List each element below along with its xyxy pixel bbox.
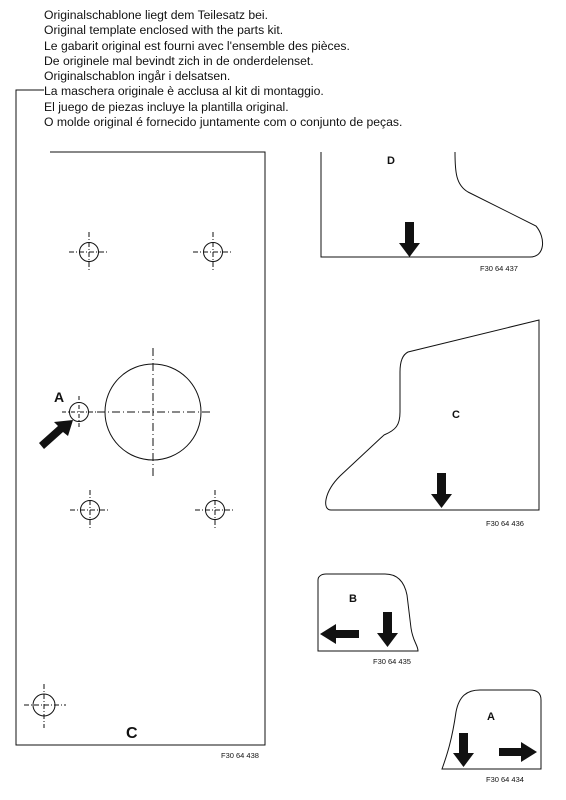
template-c xyxy=(326,320,539,528)
hole-bottom-left xyxy=(70,490,110,530)
note-en: Original template enclosed with the parts kit. xyxy=(44,23,284,38)
down-arrow-icon xyxy=(399,222,420,257)
down-arrow-icon xyxy=(453,733,474,767)
pointer-arrow-icon xyxy=(39,420,73,449)
hole-center-large xyxy=(97,348,211,478)
note-de: Originalschablone liegt dem Teilesatz bei. xyxy=(44,8,269,22)
template-c-label: C xyxy=(452,409,460,421)
right-arrow-icon xyxy=(499,742,537,762)
template-b-code: F30 64 435 xyxy=(373,657,411,666)
template-d xyxy=(321,152,543,273)
template-c-code: F30 64 436 xyxy=(486,519,524,528)
note-it: La maschera originale è acclusa al kit di montaggio. xyxy=(44,84,324,99)
note-fr: Le gabarit original est fourni avec l'ensemble des pièces. xyxy=(44,38,350,53)
note-nl: De originele mal bevindt zich in de onderdelenset. xyxy=(44,53,314,68)
template-a-code: F30 64 434 xyxy=(486,775,524,784)
template-d-outline xyxy=(321,152,543,257)
main-template-code: F30 64 438 xyxy=(221,751,259,760)
main-template xyxy=(16,90,265,745)
note-es: El juego de piezas incluye la plantilla original. xyxy=(44,99,289,114)
main-template-label: C xyxy=(126,725,138,742)
hole-top-left xyxy=(69,232,109,272)
template-a-label: A xyxy=(487,711,495,723)
template-b-label: B xyxy=(349,593,357,605)
hole-top-right xyxy=(193,232,233,272)
template-b xyxy=(318,574,418,666)
template-d-code: F30 64 437 xyxy=(480,264,518,273)
template-a xyxy=(442,690,541,784)
template-c-outline xyxy=(326,320,539,510)
template-d-label: D xyxy=(387,155,395,167)
down-arrow-icon xyxy=(377,612,398,647)
note-pt: O molde original é fornecido juntamente com o conjunto de peças. xyxy=(44,115,403,130)
note-sv: Originalschablon ingår i delsatsen. xyxy=(44,69,231,84)
main-template-outline xyxy=(16,90,265,745)
left-arrow-icon xyxy=(320,624,359,644)
hole-bottom-right xyxy=(195,490,235,530)
hole-corner xyxy=(24,684,66,728)
pointer-label-a: A xyxy=(54,389,65,405)
down-arrow-icon xyxy=(431,473,452,508)
